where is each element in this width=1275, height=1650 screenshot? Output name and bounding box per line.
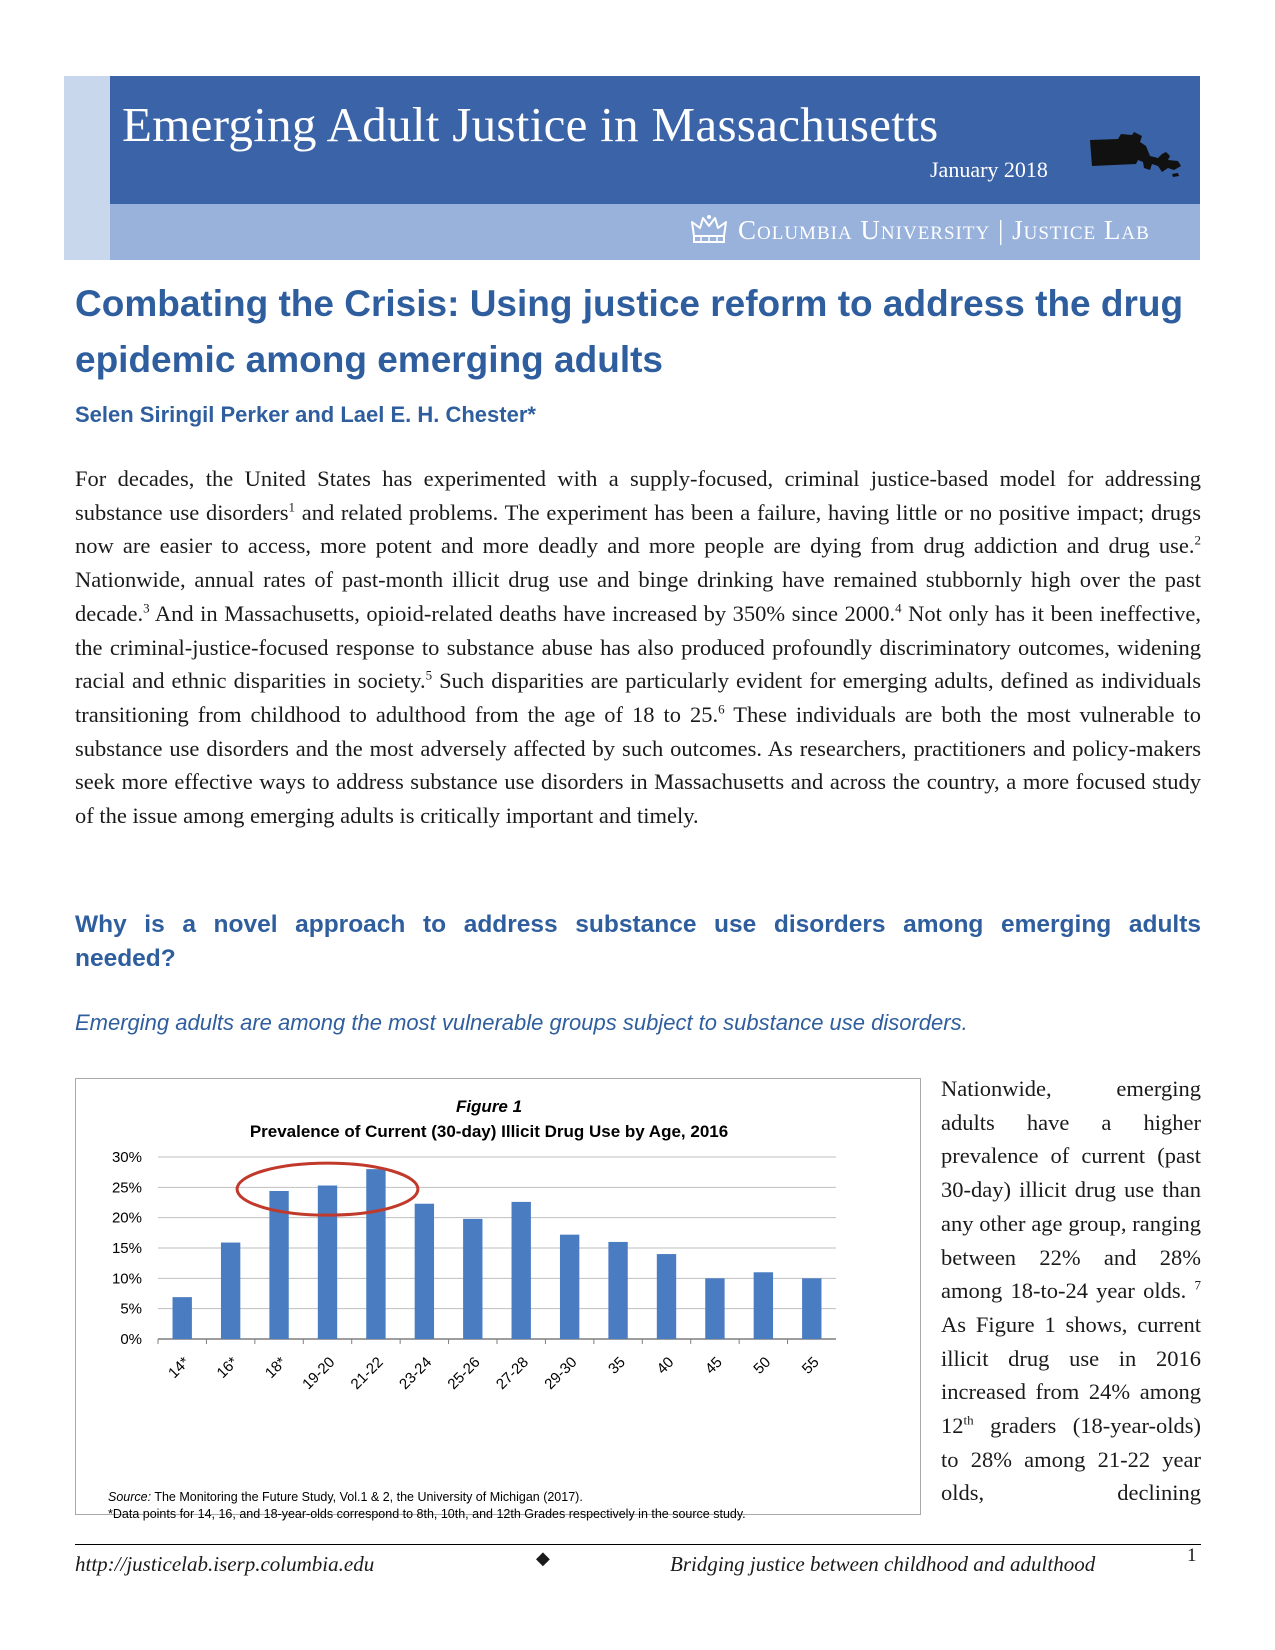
y-tick-label: 25% (111, 1179, 142, 1197)
bar (657, 1254, 676, 1339)
columbia-justice-lab-logo (690, 214, 1150, 246)
intro-text: Not only has it been ineffective, the criminal-justice-focused response to substance abuse has also produced profoundly discriminatory outcomes, widening racial and ethnic disparities in society. (75, 600, 1202, 694)
y-tick-label: 20% (111, 1209, 142, 1227)
intro-text: For decades, the United States has experimented with a supply-focused, criminal justice-based model for addressing substance use disorders (75, 466, 1201, 525)
footnote-ref[interactable]: 1 (288, 499, 295, 515)
source-footnote: *Data points for 14, 16, and 18-year-olds correspond to 8th, 10th, and 12th Grades respectively in the source study. (108, 1507, 746, 1521)
footer-rule (75, 1544, 1201, 1545)
x-tick-label: 14* (165, 1353, 194, 1382)
x-tick-label: 23-24 (396, 1353, 436, 1393)
footnote-ref[interactable]: 3 (143, 600, 150, 616)
footnote-ref[interactable]: 5 (425, 667, 433, 683)
intro-paragraph (75, 462, 1201, 833)
x-tick-label: 21-22 (347, 1353, 387, 1393)
x-tick-label: 45 (701, 1353, 726, 1378)
bar (802, 1278, 821, 1339)
bar (512, 1202, 531, 1339)
intro-text: Such disparities are particularly evident for emerging adults, defined as individuals transitioning from childhood to adulthood from the age of 18 to 25. (75, 668, 1202, 727)
x-tick-label: 50 (750, 1353, 775, 1378)
issue-date: January 2018 (930, 157, 1048, 182)
bar (560, 1235, 579, 1339)
x-tick-label: 27-28 (492, 1353, 533, 1393)
source-label: Source: (108, 1490, 152, 1504)
source-text: The Monitoring the Future Study, Vol.1 & 2, the University of Michigan (2017). (151, 1490, 583, 1504)
x-tick-label: 18* (261, 1353, 290, 1382)
x-tick-label: 35 (605, 1353, 629, 1378)
intro-text: And in Massachusetts, opioid-related deaths have increased by 350% since 2000. (149, 600, 896, 626)
side-text: graders (18-year-olds) to 28% among 21-22 year olds, declining (941, 1413, 1201, 1506)
footnote-ref[interactable]: 4 (895, 600, 902, 616)
x-tick-label: 25-26 (444, 1353, 484, 1393)
y-tick-label: 5% (120, 1300, 142, 1318)
article-title: Combating the Crisis: Using justice reform to address the drug epidemic among emerging adults (75, 283, 1184, 380)
side-text: As Figure 1 shows, current illicit drug use in 2016 increased from 24% among 12 (941, 1311, 1201, 1439)
intro-text: and related problems. The experiment has been a failure, having little or no positive impact; drugs now are easier to access, more potent and more deadly and more people are dying from drug addiction and drug use. (75, 499, 1201, 559)
bar (705, 1278, 724, 1339)
bar (173, 1297, 192, 1339)
figure-source (108, 1489, 746, 1523)
bar (754, 1272, 773, 1339)
x-tick-label: 29-30 (541, 1353, 581, 1393)
side-text: Nationwide, emerging adults have a higher prevalence of current (past 30-day) illicit drug use than any other age group, ranging between 22% and 28% among 18-to-24 year olds. (941, 1076, 1201, 1304)
side-paragraph (941, 1072, 1201, 1510)
bar (318, 1186, 337, 1339)
institution-name: Columbia University | Justice Lab (738, 214, 1150, 245)
bar (415, 1204, 434, 1339)
y-tick-label: 30% (111, 1149, 142, 1166)
massachusetts-map-icon (1088, 130, 1184, 182)
banner-accent-strip (64, 76, 110, 260)
page-number: 1 (1187, 1545, 1197, 1566)
footer-separator-icon: ◆ (536, 1548, 550, 1568)
bar (221, 1243, 240, 1339)
y-tick-label: 0% (120, 1331, 142, 1348)
x-tick-label: 19-20 (299, 1353, 339, 1393)
footer-url-link[interactable]: http://justicelab.iserp.columbia.edu (75, 1552, 375, 1576)
newsletter-title: Emerging Adult Justice in Massachusetts (122, 97, 939, 152)
x-tick-label: 40 (653, 1353, 678, 1378)
bar-chart (76, 1079, 920, 1489)
x-tick-label: 16* (213, 1353, 242, 1382)
footnote-ref[interactable]: 6 (718, 701, 725, 717)
bar (463, 1219, 482, 1339)
intro-text: These individuals are both the most vulnerable to substance use disorders and the most adversely affected by such outcomes. As researchers, practitioners and policy-makers seek more effective ways to address substance use disorders in Massachusetts and across the country, a more focused study of the issue among emerging adults is critically important and timely. (75, 701, 1201, 829)
footer-tagline: Bridging justice between childhood and adulthood (670, 1552, 1096, 1576)
intro-text: Nationwide, annual rates of past-month illicit drug use and binge drinking have remained stubbornly high over the past decade. (75, 567, 1201, 626)
x-tick-label: 55 (798, 1353, 823, 1378)
y-tick-label: 15% (111, 1240, 142, 1257)
y-tick-label: 10% (111, 1270, 142, 1288)
footnote-ref[interactable]: 2 (1194, 532, 1201, 548)
bar (366, 1169, 385, 1339)
ordinal-suffix: th (963, 1412, 974, 1428)
footnote-ref[interactable]: 7 (1194, 1277, 1201, 1293)
article-authors: Selen Siringil Perker and Lael E. H. Chester* (75, 402, 536, 427)
figure-label: Figure 1 (455, 1097, 523, 1116)
section-heading: Why is a novel approach to address substance use disorders among emerging adults needed? (75, 911, 1201, 972)
figure-1 (75, 1078, 921, 1521)
bar (608, 1242, 627, 1339)
section-subheading: Emerging adults are among the most vulnerable groups subject to substance use disorders. (75, 1010, 968, 1035)
columbia-crown-icon (690, 214, 728, 246)
chart-title: Prevalence of Current (30-day) Illicit Drug Use by Age, 2016 (249, 1122, 729, 1141)
